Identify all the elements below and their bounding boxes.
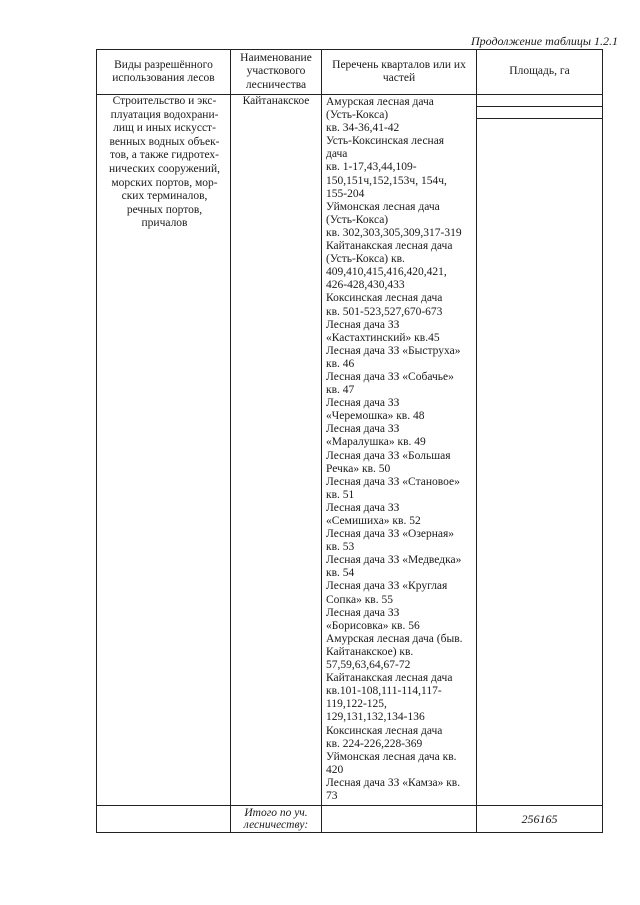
total-empty-cell: [97, 806, 231, 833]
total-value: 256165: [477, 806, 603, 833]
header-row: [97, 50, 603, 95]
table-caption: Продолжение таблицы 1.2.1: [470, 34, 618, 48]
area-cell: [477, 95, 603, 806]
forest-use-table: [96, 49, 603, 833]
forestry-cell: [231, 95, 322, 806]
header-area: Площадь, га: [477, 50, 603, 95]
header-forestry: Наименование участкового лесничества: [231, 50, 322, 95]
forestry-name: Кайтанакское: [242, 95, 310, 107]
quarters-cell: [322, 95, 477, 806]
header-quarters: Перечень кварталов или их частей: [322, 50, 477, 95]
header-kind: Виды разрешённого использования лесов: [97, 50, 231, 95]
area-subrows: [477, 95, 602, 119]
use-kind-text: Строительство и экс-плуатация водохрани-лищ и иных искусст-венных водных объек-тов, а также гидротех-нических сооружений, морских портов, мор-ских терминалов, речных портов, причалов: [109, 95, 220, 230]
quarters-list: Амурская лесная дача (Усть-Кокса) кв. 34-36,41-42 Усть-Коксинская лесная дача кв. 1-17,43,44,109- 150,151ч,152,153ч, 154ч, 155-204 Уймонская лесная дача (Усть-Кокса) кв. 302,303,305,309,317-319 Кайтанакская лесная дача (Усть-Кокса) кв. 409,410,415,416,420,421, 426-428,430,433 Коксинская лесная дача кв. 501-523,527,670-673 Лесная дача ЗЗ «Кастахтинский» кв.45 Лесная дача ЗЗ «Быструха» кв. 46 Лесная дача ЗЗ «Собачье» кв. 47 Лесная дача ЗЗ «Черемошка» кв. 48 Лесная дача ЗЗ «Маралушка» кв. 49 Лесная дача ЗЗ «Большая Речка» кв. 50 Лесная дача ЗЗ «Становое» кв. 51 Лесная дача ЗЗ «Семишиха» кв. 52 Лесная дача ЗЗ «Озерная» кв. 53 Лесная дача ЗЗ «Медведка» кв. 54 Лесная дача ЗЗ «Круглая Сопка» кв. 55 Лесная дача ЗЗ «Борисовка» кв. 56 Амурская лесная дача (быв. Кайтанакское) кв. 57,59,63,64,67-72 Кайтанакская лесная дача кв.101-108,111-114,117- 119,122-125, 129,131,132,134-136 Коксинская лесная дача кв. 224-226,228-369 Уймонская лесная дача кв. 420 Лесная дача ЗЗ «Камза» кв. 73: [326, 96, 463, 802]
table-row: [97, 95, 603, 806]
total-empty-quarters: [322, 806, 477, 833]
use-kind-cell: [97, 95, 231, 806]
total-label: Итого по уч. лесничеству:: [231, 806, 322, 833]
total-row: [97, 806, 603, 833]
